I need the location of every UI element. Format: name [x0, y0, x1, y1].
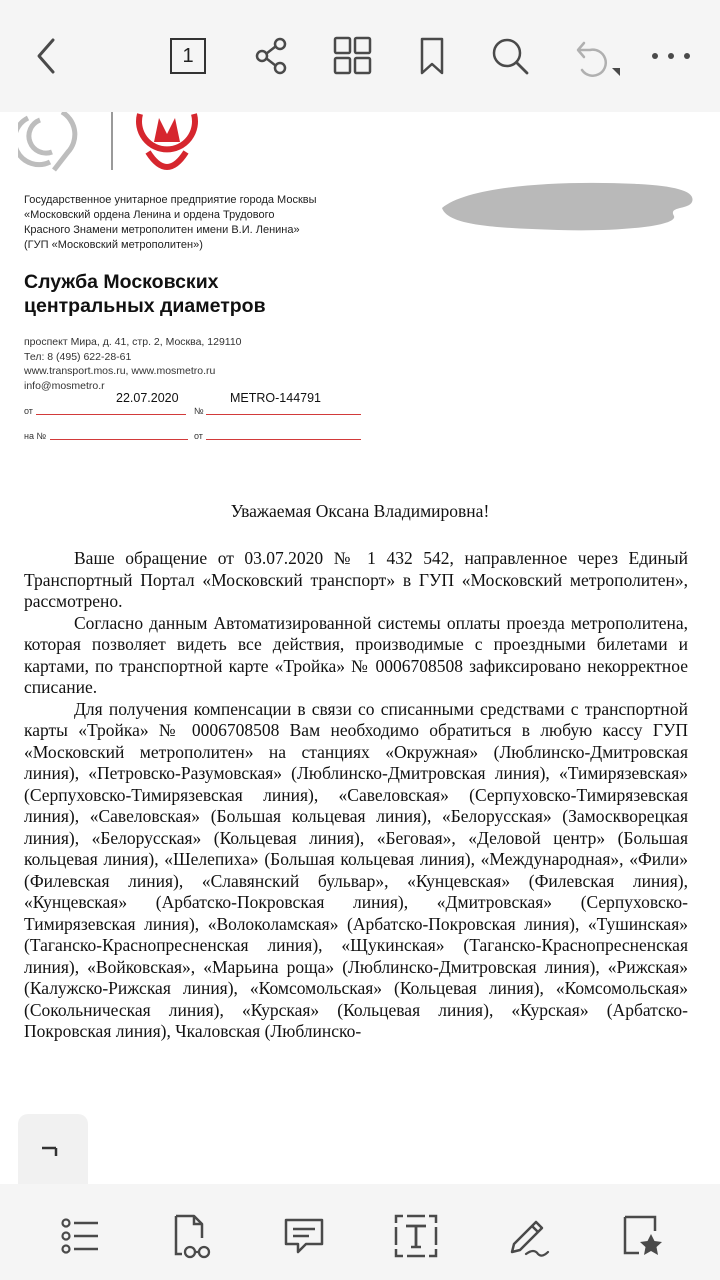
top-toolbar [0, 0, 720, 112]
org-line: Красного Знамени метрополитен имени В.И. Ленина» [24, 224, 300, 236]
email-line: info@mosmetro.r [24, 379, 105, 392]
read-mode-icon[interactable] [162, 1208, 218, 1264]
text-tool-icon[interactable] [388, 1208, 444, 1264]
paragraph: Ваше обращение от 03.07.2020 № 1 432 542, направленное через Единый Транспортный Портал «Московский транспорт» в ГУП «Московский метрополитен», рассмотрено. [24, 548, 688, 611]
page-jump-icon [38, 1140, 68, 1160]
back-icon[interactable] [20, 30, 72, 82]
paragraph: Согласно данным Автоматизированной системы оплаты проезда метрополитена, которая позволяет видеть все действия, производимые с проездными билетами и картами, по транспортной карте «Тройка» № 0006708508 зафиксировано некорректное списание. [24, 612, 688, 697]
paragraph: Для получения компенсации в связи со списанными средствами с транспортной карты «Тройка» № 0006708508 Вам необходимо обратиться в любую кассу ГУП «Московский метрополитен» на станциях «Окружная» (Люблинско-Дмитровская линия), «Петровско-Разумовская» (Люблинско-Дмитровская линия), «Тимирязевская» (Серпуховско-Тимирязевская линия), «Савеловская» (Серпуховско-Тимирязевская линия), «Савеловская» (Большая кольцевая линия), «Белорусская» (Замоскворецкая линия), «Белорусская» (Кольцевая линия), «Беговая», «Деловой центр» (Большая кольцевая линия), «Шелепиха» (Большая кольцевая линия), «Международная», «Фили» (Филевская линия), «Славянский бульвар», «Кунцевская» (Филевская линия), «Кунцевская» (Арбатско-Покровская линия), «Дмитровская» (Серпуховско-Тимирязевская линия), «Волоколамская» (Арбатско-Покровская линия), «Тушинская» (Таганско-Краснопресненская линия), «Щукинская» (Таганско-Краснопресненская линия), «Войковская», «Марьина роща» (Люблинско-Дмитровская линия), «Рижская» (Калужско-Рижская линия), «Комсомольская» (Кольцевая линия), «Комсомольская» (Сокольническая линия), «Курская» (Кольцевая линия), «Курская» (Арбатско-Покровская линия), Чкаловская (Люблинско- [24, 698, 688, 1041]
reg-to-from-label: от [194, 431, 203, 441]
service-line: центральных диаметров [24, 295, 266, 317]
org-line: (ГУП «Московский метрополитен») [24, 239, 203, 251]
outline-icon[interactable] [52, 1208, 108, 1264]
reg-to-label: на № [24, 431, 47, 441]
contacts-block [24, 335, 242, 393]
website-line: www.transport.mos.ru, www.mosmetro.ru [24, 365, 216, 377]
reg-from-label: от [24, 406, 33, 416]
more-icon[interactable] [645, 30, 697, 82]
reg-number-line [206, 414, 361, 415]
reg-no-label: № [194, 406, 204, 416]
bookmark-icon[interactable] [406, 30, 458, 82]
search-icon[interactable] [484, 30, 536, 82]
greeting: Уважаемая Оксана Владимировна! [230, 501, 490, 521]
reg-to-date-line [206, 439, 361, 440]
reg-to-line [50, 439, 188, 440]
redacted-address [438, 176, 698, 236]
letter-body [24, 548, 688, 1043]
service-line: Служба Московских [24, 271, 219, 293]
favorite-icon[interactable] [614, 1208, 670, 1264]
document-page[interactable] [0, 112, 720, 1184]
undo-icon[interactable] [570, 30, 622, 82]
reg-date-line [36, 414, 186, 415]
bottom-toolbar [0, 1184, 720, 1280]
comment-icon[interactable] [276, 1208, 332, 1264]
metro-logo [18, 112, 218, 174]
page-jump-button[interactable] [18, 1114, 88, 1186]
org-line: Государственное унитарное предприятие города Москвы [24, 194, 317, 206]
organization-block [24, 193, 384, 253]
page-number: 1 [182, 44, 194, 67]
share-icon[interactable] [246, 30, 298, 82]
service-title [24, 270, 266, 318]
org-line: «Московский ордена Ленина и ордена Трудового [24, 209, 275, 221]
phone-line: Тел: 8 (495) 622-28-61 [24, 350, 132, 363]
reg-date: 22.07.2020 [116, 391, 179, 405]
page-indicator[interactable] [162, 30, 214, 82]
address-line: проспект Мира, д. 41, стр. 2, Москва, 129110 [24, 336, 242, 348]
grid-view-icon[interactable] [327, 30, 379, 82]
reg-number: METRO-144791 [230, 391, 322, 405]
pen-icon[interactable] [500, 1208, 556, 1264]
